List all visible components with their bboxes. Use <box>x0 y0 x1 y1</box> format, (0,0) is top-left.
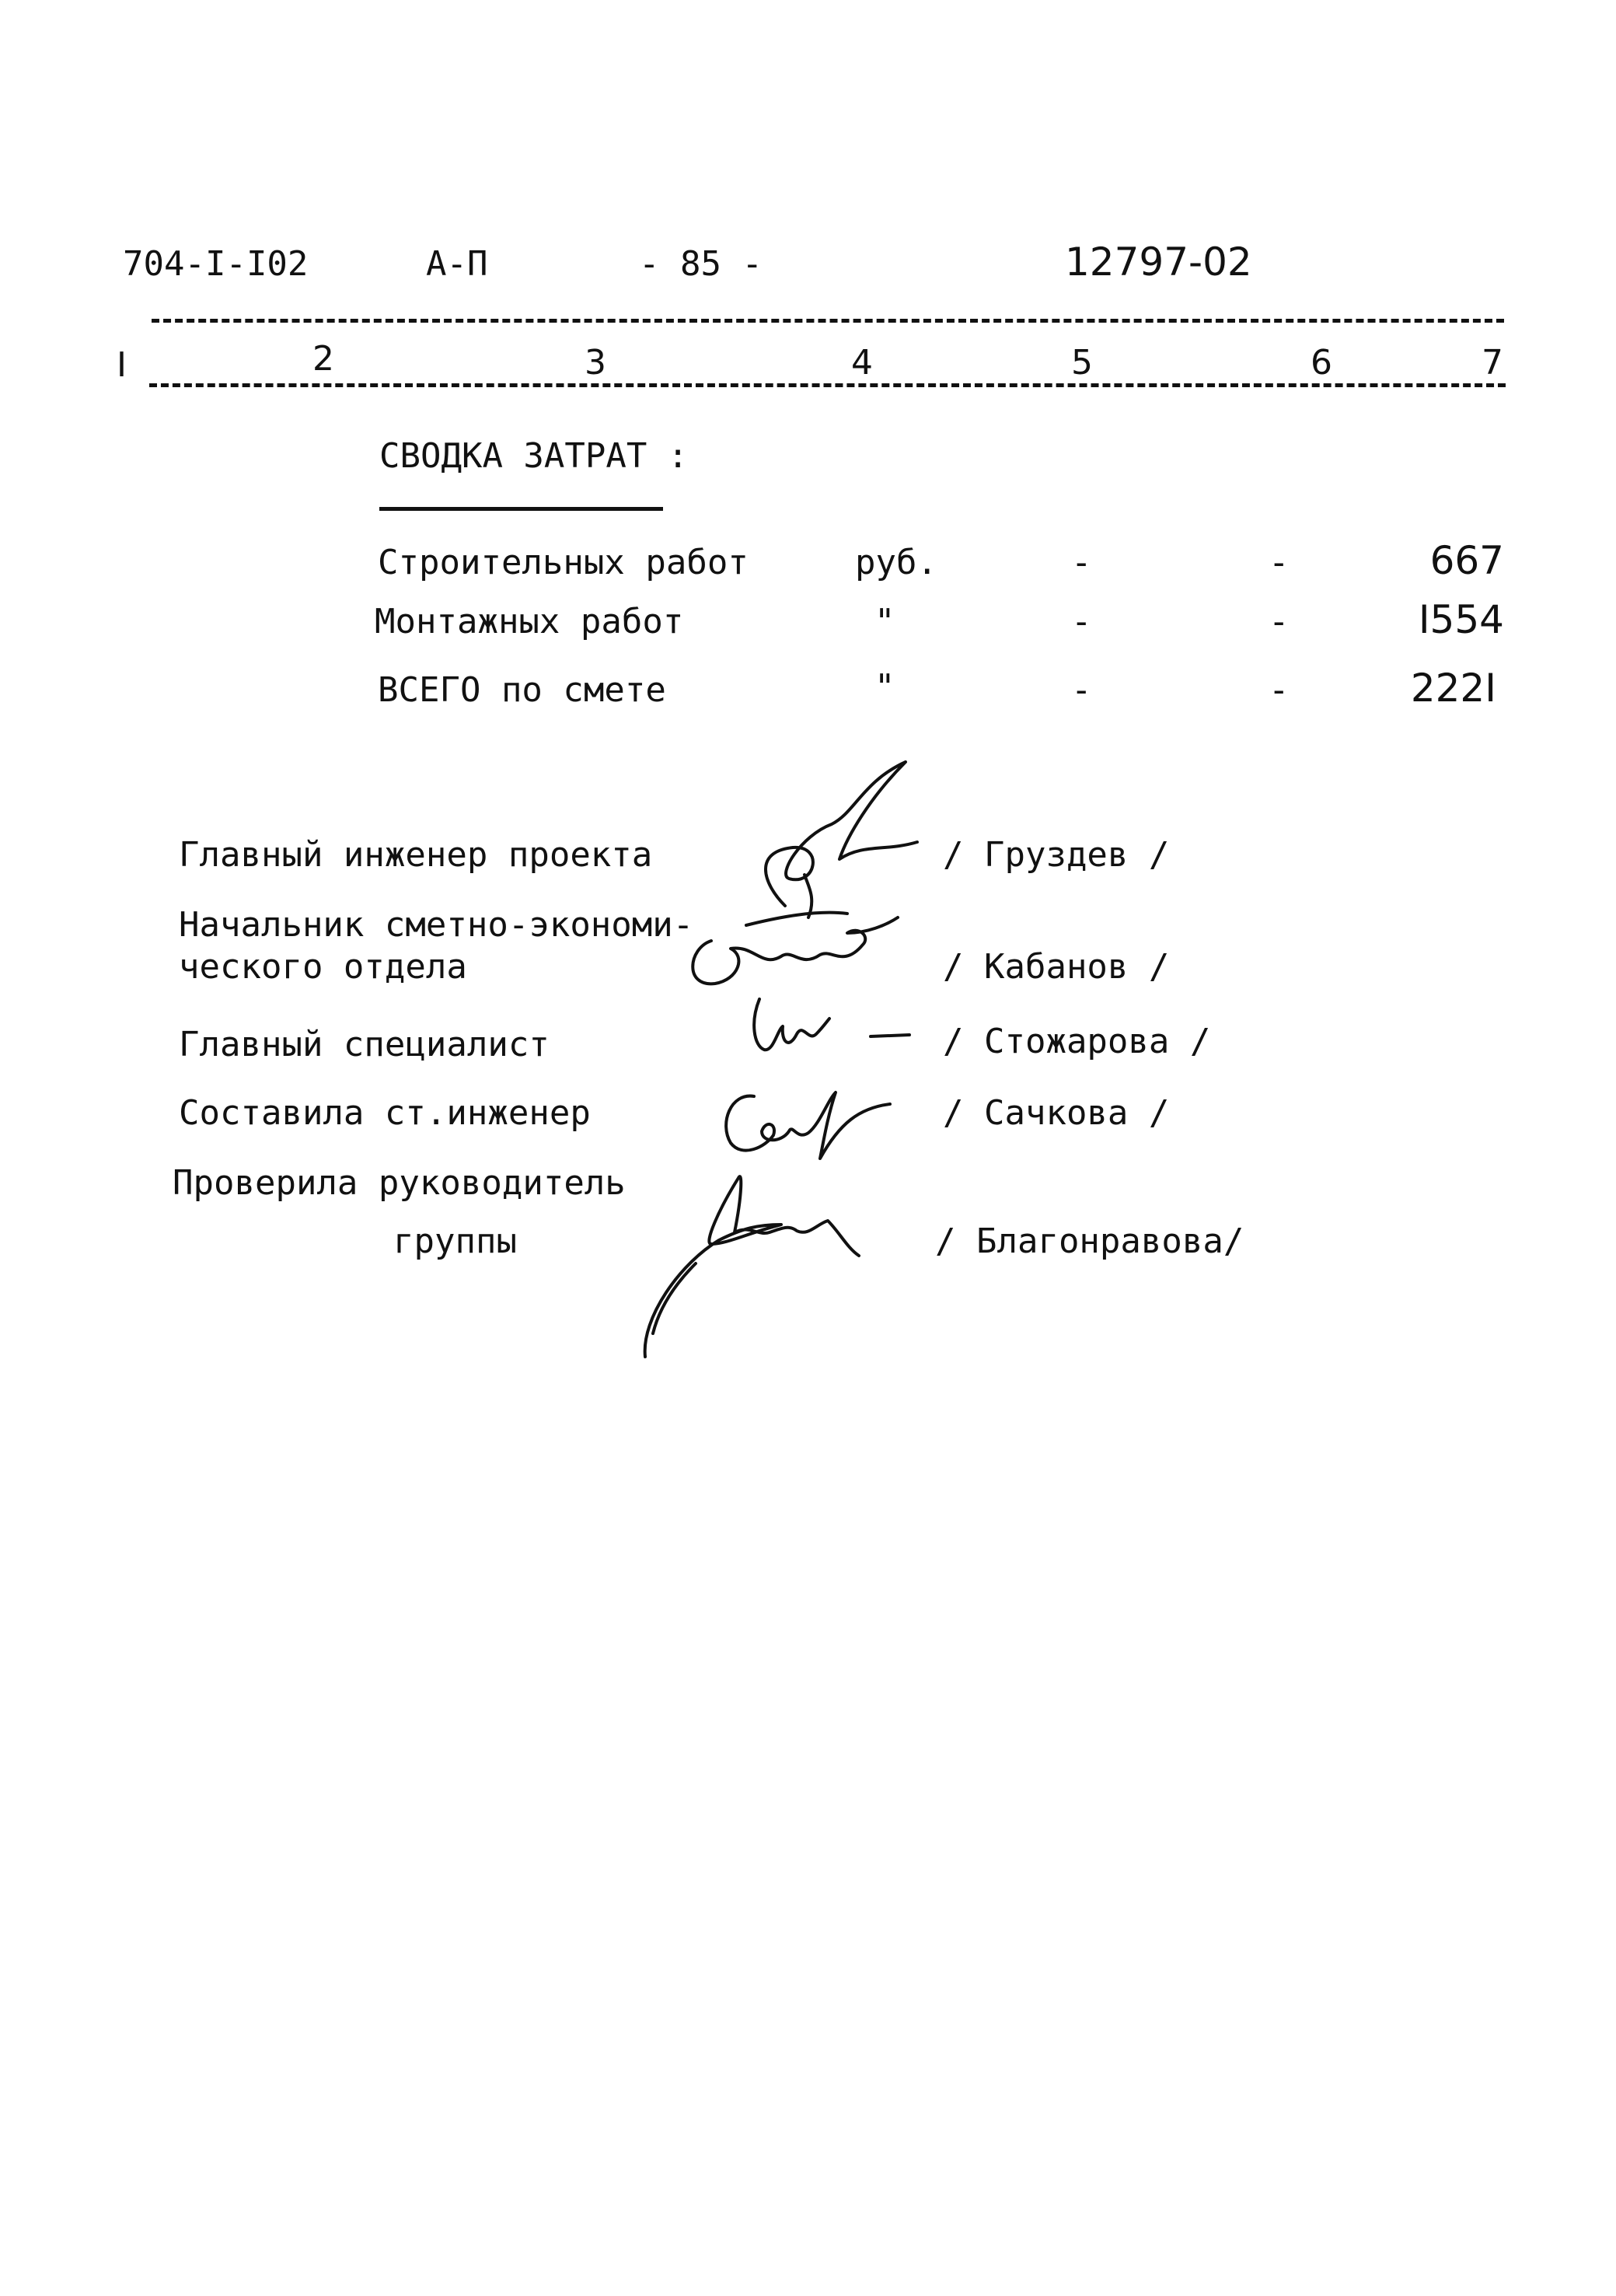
column-number-5: 5 <box>1071 343 1093 383</box>
row-label: ВСЕГО по смете <box>378 670 666 710</box>
signatory-name: / Груздев / <box>943 835 1170 875</box>
column-number-4: 4 <box>851 343 873 383</box>
signatory-name: / Сачкова / <box>943 1093 1170 1133</box>
table-top-rule <box>152 319 1504 323</box>
signatory-role: Главный специалист <box>179 1025 550 1064</box>
summary-title: СВОДКА ЗАТРАТ : <box>379 436 689 476</box>
signatory-name: / Благонравова/ <box>935 1221 1244 1261</box>
row-col6: - <box>1269 602 1290 641</box>
column-number-3: 3 <box>585 343 606 383</box>
handwritten-signature <box>633 1147 890 1365</box>
row-label: Монтажных работ <box>375 602 684 641</box>
row-total: 222I <box>1410 666 1496 711</box>
signatory-name: / Стожарова / <box>943 1022 1211 1061</box>
signatory-name: / Кабанов / <box>943 947 1170 987</box>
signatory-role-line2: группы <box>393 1221 517 1261</box>
column-number-7: 7 <box>1482 343 1503 383</box>
row-col5: - <box>1071 670 1092 710</box>
row-total: 667 <box>1429 538 1504 583</box>
page-number: - 85 - <box>639 244 763 284</box>
row-col5: - <box>1071 543 1092 582</box>
row-total: I554 <box>1418 597 1504 642</box>
album-code: А-П <box>426 244 488 284</box>
signatory-role-line1: Проверила руководитель <box>173 1163 626 1203</box>
row-col6: - <box>1269 543 1290 582</box>
table-header-rule <box>149 383 1506 387</box>
column-number-1: I <box>117 345 127 385</box>
summary-title-underline <box>379 507 663 511</box>
row-unit: " <box>874 602 895 641</box>
document-code: 704-I-I02 <box>123 244 309 284</box>
column-number-2: 2 <box>312 339 334 379</box>
row-label: Строительных работ <box>378 543 749 582</box>
row-unit: руб. <box>855 543 937 582</box>
signatory-role: Главный инженер проекта <box>179 835 653 875</box>
handwritten-signature <box>676 902 909 1003</box>
row-unit: " <box>874 667 895 707</box>
handwritten-signature <box>742 991 913 1069</box>
column-number-6: 6 <box>1311 343 1332 383</box>
signatory-role-line2: ческого отдела <box>179 947 467 987</box>
signatory-role: Составила ст.инженер <box>179 1093 591 1133</box>
registration-number: 12797-02 <box>1065 239 1252 285</box>
signatory-role-line1: Начальник сметно-экономи- <box>179 905 694 945</box>
row-col6: - <box>1269 670 1290 710</box>
row-col5: - <box>1071 602 1092 641</box>
